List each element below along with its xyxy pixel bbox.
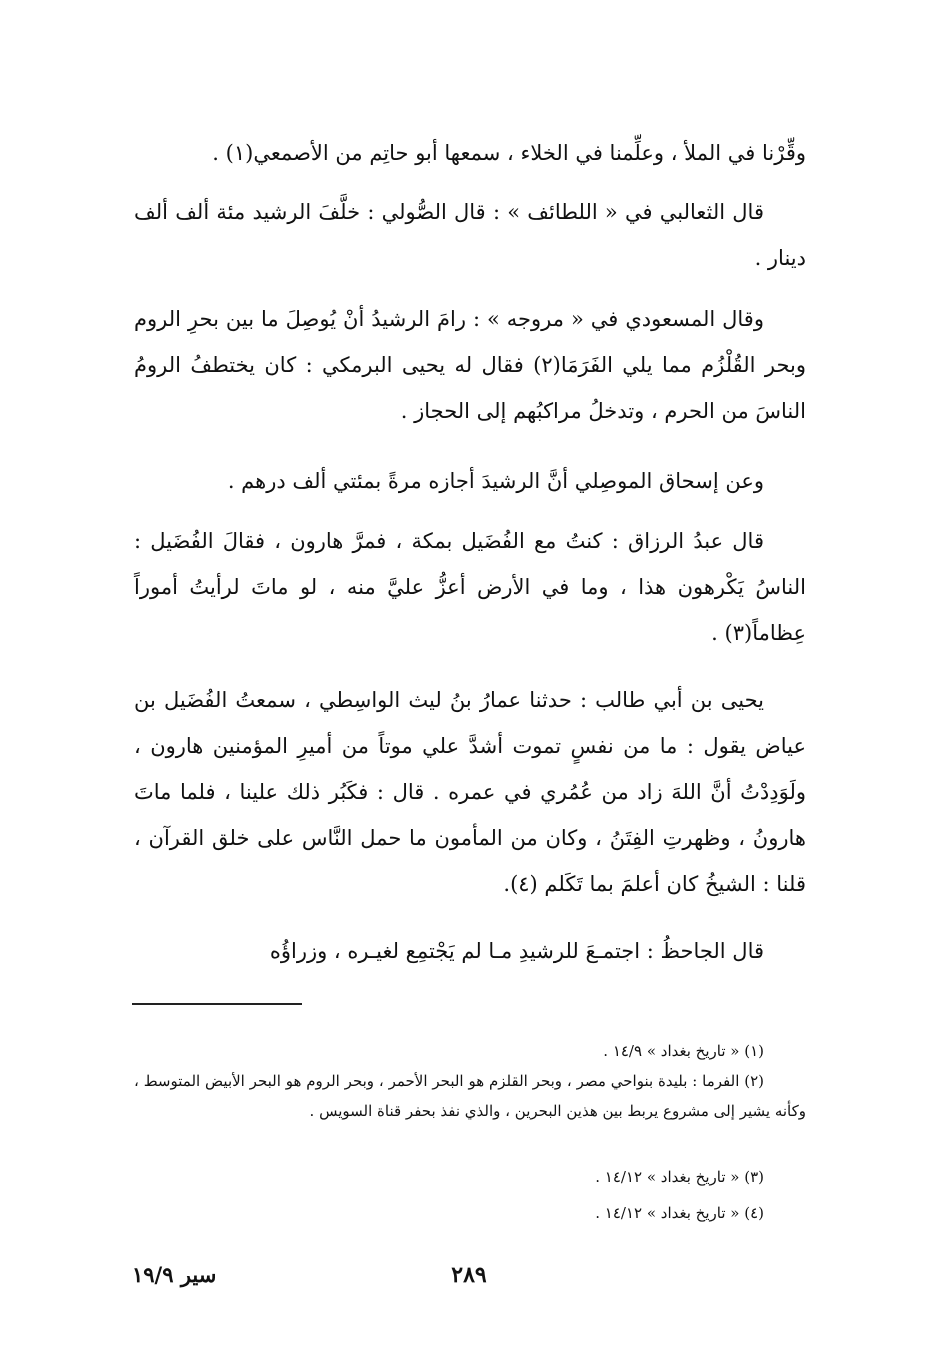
paragraph-2: قال الثعالبي في « اللطائف » : قال الصُّولي : خلَّفَ الرشيد مئة ألف ألف دينار . xyxy=(134,200,806,270)
footnote-divider xyxy=(132,1003,302,1005)
footnote-4: (٤) « تاريخ بغداد » ١٤/١٢ . xyxy=(595,1204,764,1222)
footnote-3: (٣) « تاريخ بغداد » ١٤/١٢ . xyxy=(595,1168,764,1186)
page-number: ٢٨٩ xyxy=(451,1262,487,1288)
paragraph-6: يحيى بن أبي طالب : حدثنا عمارُ بنُ ليث الواسِطي ، سمعتُ الفُضَيل بن عياض يقول : ما من نفسٍ تموت أشدَّ علي موتاً من أميرِ المؤمنين هارون ، ولَوَدِدْتُ أنَّ اللهَ زاد من عُمُري في عمره . قال : فكَبُر ذلك علينا ، فلما ماتَ هارونُ ، وظهرتِ الفِتَنُ ، وكان من المأمون ما حمل النَّاس على خلق القرآن ، قلنا : الشيخُ كان أعلمَ بما تَكَلم (٤). xyxy=(134,688,806,896)
footnote-1: (١) « تاريخ بغداد » ١٤/٩ . xyxy=(603,1042,764,1060)
paragraph-4: وعن إسحاق الموصِلي أنَّ الرشيدَ أجازه مرةً بمئتي ألف درهم . xyxy=(227,469,764,493)
signature-mark: سير ١٩/٩ xyxy=(132,1262,217,1287)
paragraph-7: قال الجاحظُ : اجتمـعَ للرشيدِ مـا لم يَجْتمِع لغيـره ، وزراؤُه xyxy=(269,939,764,963)
paragraph-5: قال عبدُ الرزاق : كنتُ مع الفُضَيل بمكة ، فمرَّ هارون ، فقالَ الفُضَيل : الناسُ يَكْرهون هذا ، وما في الأرض أعزُّ عليَّ منه ، لو ماتَ لرأيتُ أموراً عِظاماً(٣) . xyxy=(134,529,806,645)
footnote-2: (٢) الفرما : بليدة بنواحي مصر ، وبحر القلزم هو البحر الأحمر ، وبحر الروم هو البحر الأبيض المتوسط ، وكأنه يشير إلى مشروع يربط بين هذين البحرين ، والذي نفذ بحفر قناة السويس . xyxy=(134,1072,806,1120)
paragraph-3: وقال المسعودي في « مروجه » : رامَ الرشيدُ أنْ يُوصِلَ ما بين بحرِ الروم وبحر القُلْزُم مما يلي الفَرَمَا(٢) فقال له يحيى البرمكي : كان يختطفُ الرومُ الناسَ من الحرم ، وتدخلُ مراكبُهم إلى الحجاز . xyxy=(134,307,806,423)
paragraph-1: وقِّرْنا في الملأ ، وعلِّمنا في الخلاء ، سمعها أبو حاتِم من الأصمعي(١) . xyxy=(212,141,806,165)
